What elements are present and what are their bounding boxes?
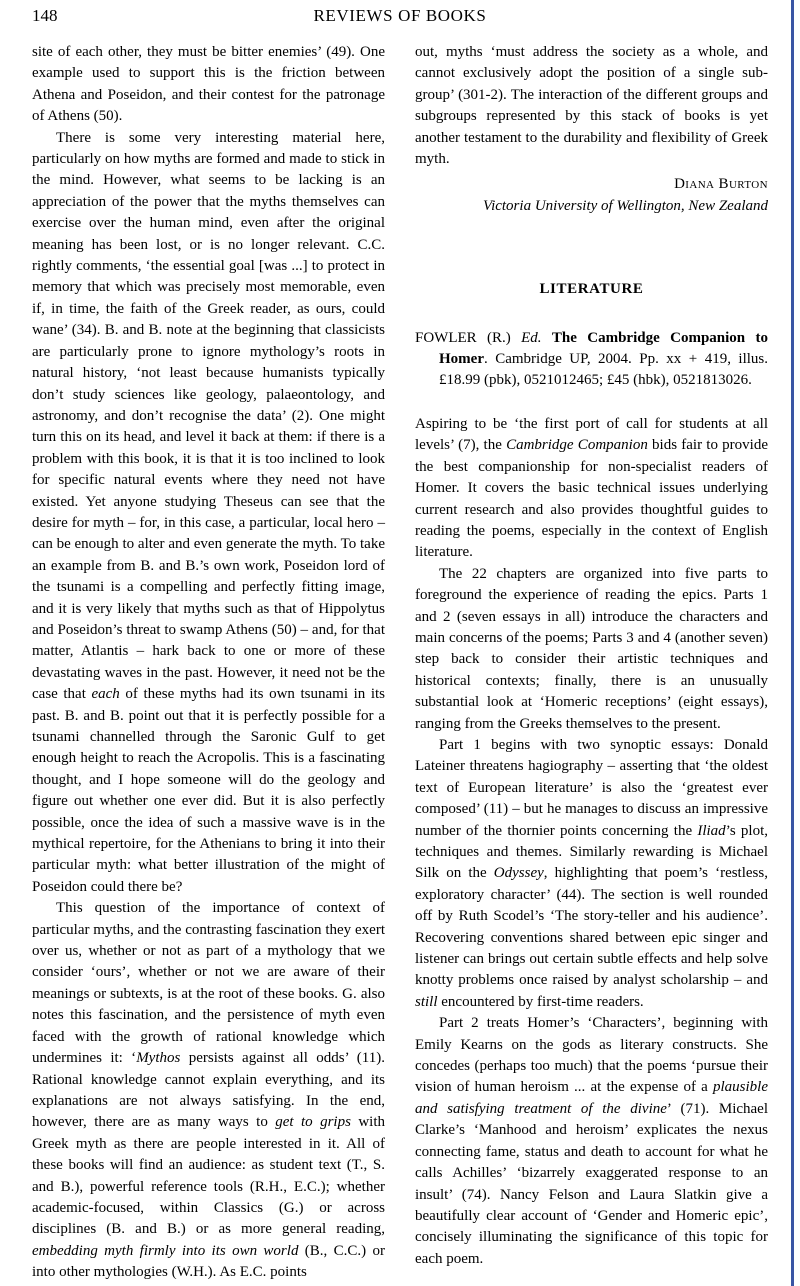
page-number: 148 xyxy=(32,6,58,25)
paragraph: There is some very interesting material here, particularly on how myths are formed and made to stick in the mind. However, what seems to be lacking is an appreciation of the power that the myths themselves can exercise over the human mind, even after the original meaning has been lost, or is no longer relevant. C.C. rightly comments, ‘the essential goal [was ...] to protect in memory that which was precisely most memorable, even if, in time, the faith of the Greek reader, as ours, could wane’ (34). B. and B. note at the beginning that classicists are particularly prone to ignore mythology’s roots in natural history, ‘not least because humanists typically don’t study sciences like geology, palaeontology, and astronomy, and don’t recognise the data’ (2). One might turn this on its head, and level it back at them: if there is a problem with this book, it is that it is too inclined to look for specific natural events where they need not have existed. Yet anyone studying Theseus can see that the desire for myth – for, in this case, a particular, local hero – can be enough to alter and even generate the myth. To take an example from B. and B.’s own work, Poseidon lord of the tsunami is a compelling and perfectly fitting image, and it is very likely that myths such as that of Hippolytus and Poseidon’s threat to swamp Athens (50) – and, for that matter, Atlantis – hark back to one or more of these devastating waves in the past. However, it need not be the case that each of these myths had its own tsunami in its past. B. and B. point out that it is perfectly possible for a tsunami channelled through the Saronic Gulf to get enough height to reach the Acropolis. This is a fascinating thought, and I hope someone will do the geology and figure out whether one ever did. But it is also perfectly possible, once the idea of such a massive wave is in the mythical repertoire, for the Athenians to bring it into their particular myth: what better illustration of the might of Poseidon could there be? xyxy=(32,129,385,895)
right-column xyxy=(415,42,768,1284)
reviewer-affiliation: Victoria University of Wellington, New Zealand xyxy=(483,197,768,214)
section-heading: LITERATURE xyxy=(539,281,644,298)
paragraph: site of each other, they must be bitter enemies’ (49). One example used to support this is the friction between Athena and Poseidon, and their contest for the patronage of Athens (50). xyxy=(32,44,385,125)
left-column xyxy=(32,42,385,1284)
paragraph: Part 1 begins with two synoptic essays: Donald Lateiner threatens hagiography – asserting that ‘the oldest text of European literature’ is also the ‘greatest ever composed’ (11) – but he manages to discuss an impressive number of the thornier points concerning the Iliad’s plot, techniques and themes. Similarly rewarding is Michael Silk on the Odyssey, highlighting that poem’s ‘restless, exploratory character’ (44). The section is well rounded off by Ruth Scodel’s ‘The story-teller and his audience’. Recovering conventions shared between epic singer and listener can brings out certain subtle effects and help solve knotty problems once raised by analyst scholarship – and still encountered by first-time readers. xyxy=(415,736,769,1010)
page-header xyxy=(32,6,768,32)
running-head: REVIEWS OF BOOKS xyxy=(313,6,487,25)
reviewer-name: Diana Burton xyxy=(674,176,768,193)
paragraph: Part 2 treats Homer’s ‘Characters’, beginning with Emily Kearns on the gods as literary constructs. She concedes (perhaps too much) that the poems ‘pursue their vision of human heroism ... at the expense of a plausible and satisfying treatment of the divine’ (71). Michael Clarke’s ‘Manhood and heroism’ explicates the nexus connecting fame, status and death to account for what he calls Achilles’ ‘bizarrely exaggerated response to an insult’ (74). Nancy Felson and Laura Slatkin give a beautifully clear account of ‘Gender and Homeric epic’, concisely illuminating the significance of this topic for each poem. xyxy=(415,1015,768,1267)
paragraph: Aspiring to be ‘the first port of call for students at all levels’ (7), the Cambridge Companion bids fair to provide the best companionship for non-specialist readers of Homer. It covers the basic technical issues underlying current research and also provides thoughtful guides to reading the poems, especially in the context of English literature. xyxy=(415,415,769,561)
book-citation: FOWLER (R.) Ed. The Cambridge Companion to Homer. Cambridge UP, 2004. Pp. xx + 419, illus. £18.99 (pbk), 0521012465; £45 (hbk), 0521813026. xyxy=(415,329,768,389)
paragraph: out, myths ‘must address the society as a whole, and cannot exclusively adopt the position of a single sub-group’ (301-2). The interaction of the different groups and subgroups represented by this stack of books is yet another testament to the durability and flexibility of Greek myth. xyxy=(415,44,768,168)
two-column-layout xyxy=(32,42,768,1284)
paragraph: The 22 chapters are organized into five parts to foreground the experience of reading the epics. Parts 1 and 2 (seven essays in all) introduce the characters and main concerns of the poems; Parts 3 and 4 (another seven) step back to consider their artistic techniques and historical contexts; finally, there is an unusually substantial look at ‘Homeric receptions’ (eight essays), ranging from the Greeks themselves to the present. xyxy=(415,565,768,732)
paragraph: This question of the importance of context of particular myths, and the contrasting fascination they exert over us, whether or not as part of a mythology that we consider ‘ours’, whether or not we are aware of their meanings or subtexts, is at the root of these books. G. also notes this fascination, and the persistence of myth even faced with the growth of rational knowledge which undermines it: ‘Mythos persists against all odds’ (11). Rational knowledge cannot explain everything, and its explanations are not always satisfying. In the end, however, there are as many ways to get to grips with Greek myth as there are people interested in it. All of these books will find an audience: as student text (T., S. and B.), powerful reference tools (R.H., E.C.); whether academic-focused, within Classics (G.) or across disciplines (B. and B.) or as more general reading, embedding myth firmly into its own world (B., C.C.) or into other mythologies (W.H.). As E.C. points xyxy=(32,900,386,1281)
review-signature xyxy=(415,174,768,217)
right-edge-accent-bar xyxy=(791,0,794,1286)
